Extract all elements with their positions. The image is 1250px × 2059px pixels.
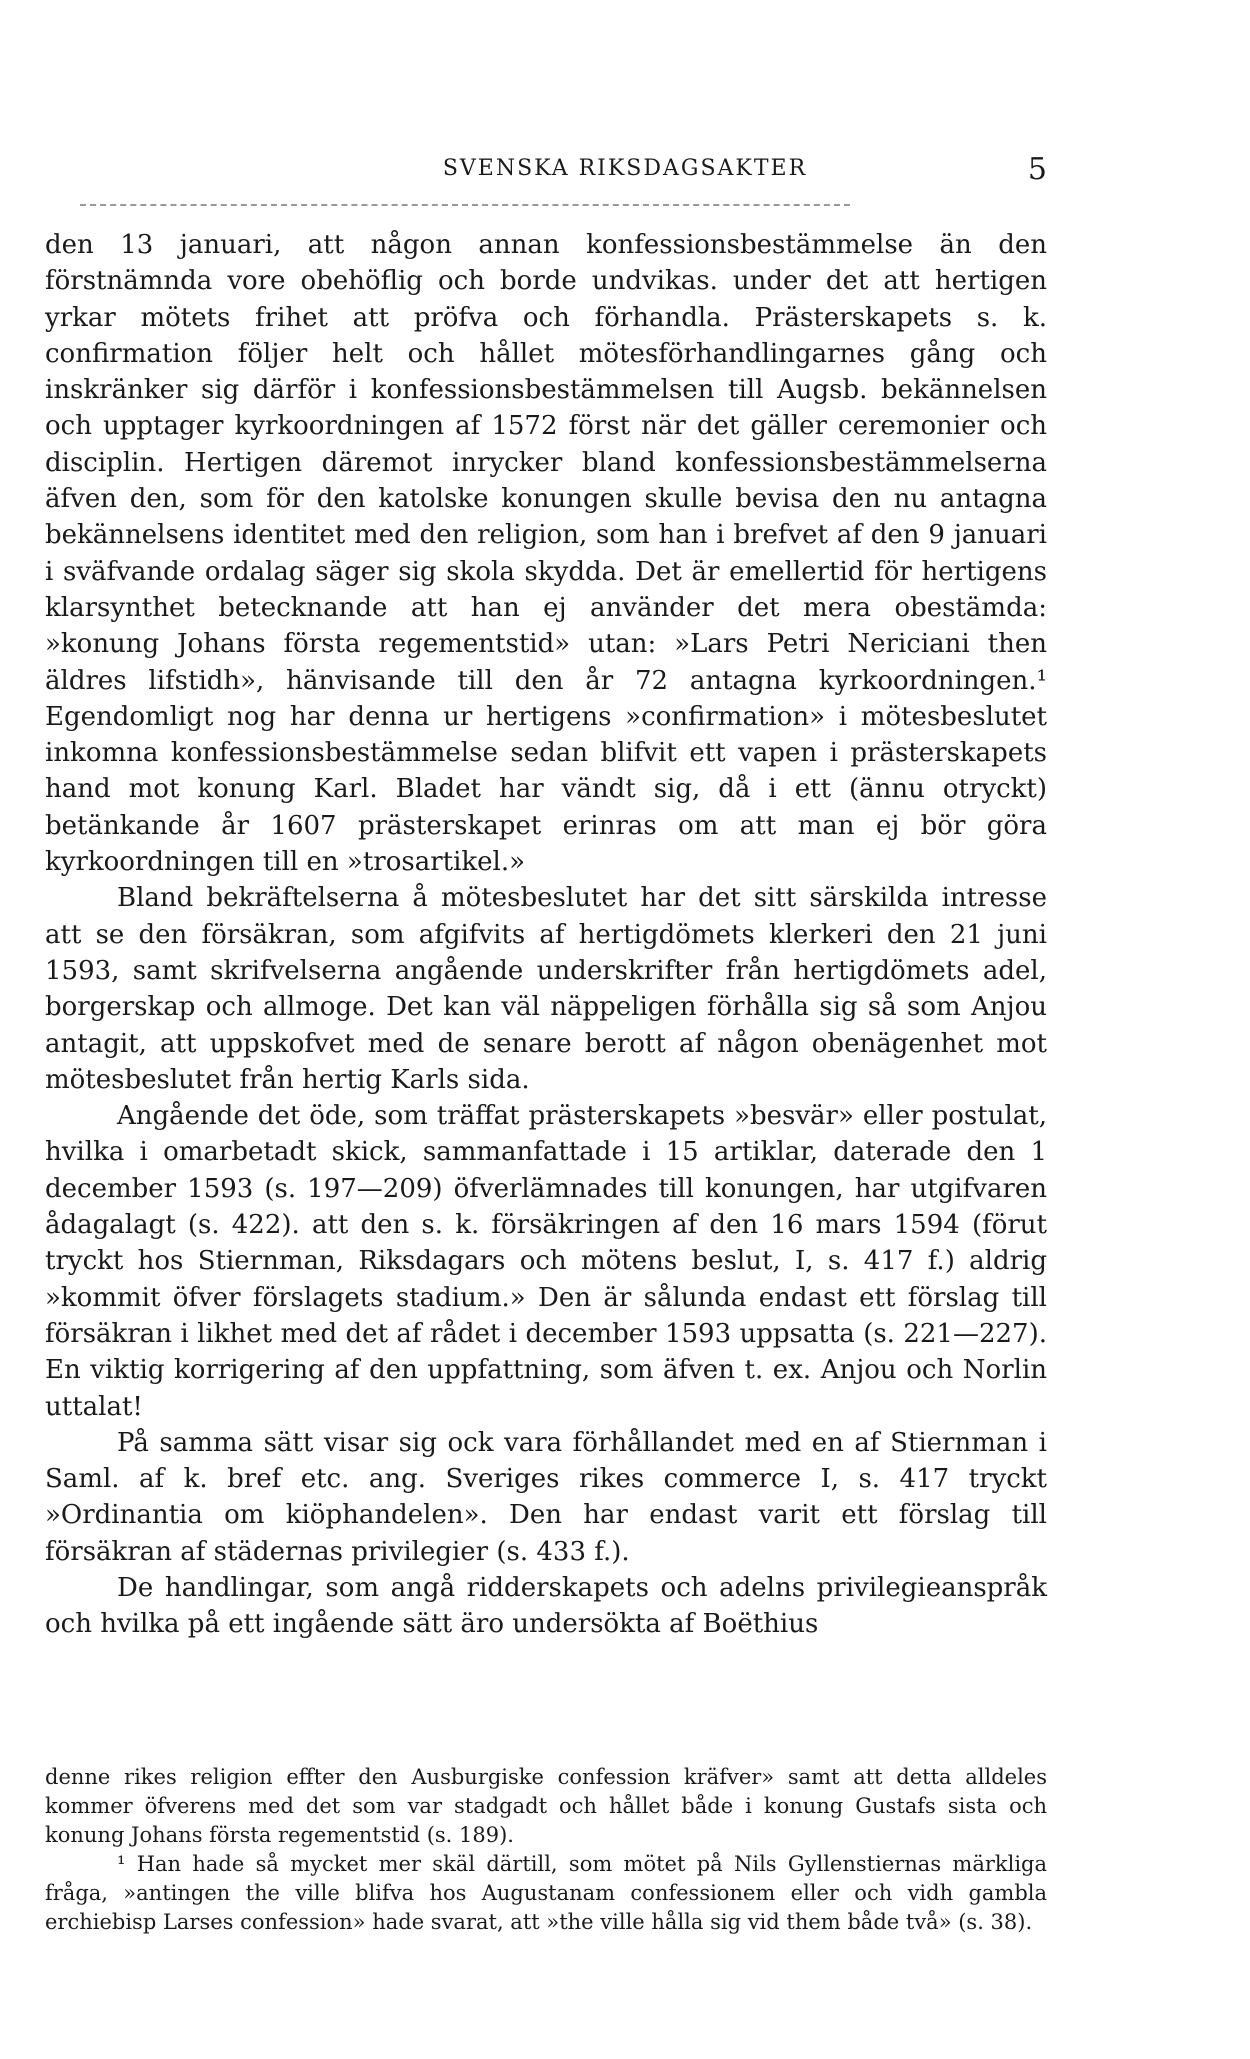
paragraph: den 13 januari, att någon annan konfessionsbestämmelse än den förstnämnda vore obehöflig och borde undvikas. under det att hertigen yrkar mötets frihet att pröfva och förhandla. Prästerskapets s. k. confirmation följer helt och hållet mötesförhandlingarnes gång och inskränker sig därför i konfessionsbestämmelsen till Augsb. bekännelsen och upptager kyrkoordningen af 1572 först när det gäller ceremonier och disciplin. Hertigen däremot inrycker bland konfessionsbestämmelserna äfven den, som för den katolske konungen skulle bevisa den nu antagna bekännelsens identitet med den religion, som han i brefvet af den 9 januari i sväfvande ordalag säger sig skola skydda. Det är emellertid för hertigens klarsynthet betecknande att han ej använder det mera obestämda: »konung Johans första regementstid» utan: »Lars Petri Nericiani then äldres lifstidh», hänvisande till den år 72 antagna kyrkoordningen.¹ Egendomligt nog har denna ur hertigens »confirmation» i mötesbeslutet inkomna konfessionsbestämmelse sedan blifvit ett vapen i prästerskapets hand mot konung Karl. Bladet har vändt sig, då i ett (ännu otryckt) betänkande år 1607 prästerskapet erinras om att man ej bör göra kyrkoordningen till en »trosartikel.» [45,230,1047,878]
footnote: ¹ Han hade så mycket mer skäl därtill, som mötet på Nils Gyllenstiernas märkliga fråga, »antingen the ville blifva hos Augustanam confessionem eller och vidh gambla erchiebisp Larses confession» hade svarat, att »the ville hålla sig vid them både två» (s. 38). [45,1852,1047,1934]
body-text [45,227,1047,1643]
page-number: 5 [1027,152,1047,187]
paragraph: De handlingar, som angå ridderskapets och adelns privilegieanspråk och hvilka på ett ingående sätt äro undersökta af Boëthius [45,1572,1047,1640]
footnotes [45,1763,1047,1937]
paragraph: Bland bekräftelserna å mötesbeslutet har det sitt särskilda intresse att se den försäkran, som afgifvits af hertigdömets klerkeri den 21 juni 1593, samt skrifvelserna angående underskrifter från hertigdömets adel, borgerskap och allmoge. Det kan väl näppeligen förhålla sig så som Anjou antagit, att uppskofvet med de senare berott af någon obenägenhet mot mötesbeslutet från hertig Karls sida. [45,883,1047,1095]
running-head: SVENSKA RIKSDAGSAKTER [442,156,808,181]
paragraph: På samma sätt visar sig ock vara förhållandet med en af Stiernman i Saml. af k. bref etc. ang. Sveriges rikes commerce I, s. 417 tryckt »Ordinantia om kiöphandelen». Den har endast varit ett förslag till försäkran af städernas privilegier (s. 433 f.). [45,1427,1047,1567]
footnote-continuation: denne rikes religion effter den Ausburgiske confession kräfver» samt att detta alldeles kommer öfverens med det som var stadgadt och hållet både i konung Gustafs sista och konung Johans första regementstid (s. 189). [45,1765,1047,1847]
header-rule [80,204,850,206]
paragraph: Angående det öde, som träffat prästerskapets »besvär» eller postulat, hvilka i omarbetadt skick, sammanfattade i 15 artiklar, daterade den 1 december 1593 (s. 197—209) öfverlämnades till konungen, har utgifvaren ådagalagt (s. 422). att den s. k. försäkringen af den 16 mars 1594 (förut tryckt hos Stiernman, Riksdagars och mötens beslut, I, s. 417 f.) aldrig »kommit öfver förslagets stadium.» Den är sålunda endast ett förslag till försäkran i likhet med det af rådet i december 1593 uppsatta (s. 221—227). En viktig korrigering af den uppfattning, som äfven t. ex. Anjou och Norlin uttalat! [45,1101,1047,1422]
page-header [0,152,1250,192]
